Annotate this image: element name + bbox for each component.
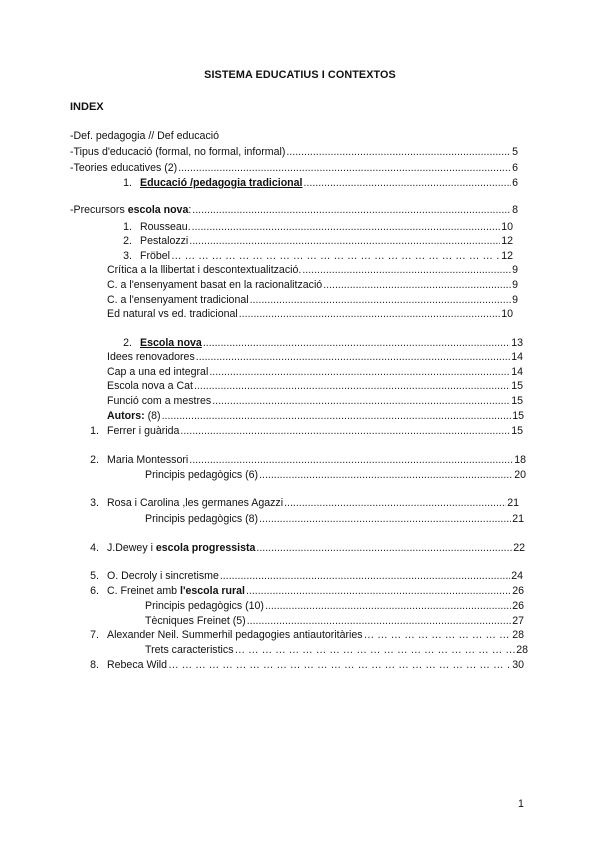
- toc-entry[interactable]: [145, 599, 524, 613]
- document-title: SISTEMA EDUCATIUS I CONTEXTOS: [204, 69, 396, 81]
- toc-entry-label-part: Crítica a la llibertat i descontextualització.: [107, 264, 302, 276]
- toc-entry-page: 6: [512, 177, 518, 189]
- toc-leader-dots: [192, 203, 511, 217]
- toc-entry-label: [107, 541, 255, 555]
- toc-entry-label: [70, 145, 285, 159]
- toc-entry-label: [145, 599, 264, 613]
- toc-entry-label: [140, 234, 188, 248]
- toc-leader-dots: [239, 307, 500, 321]
- toc-entry-page: 12: [501, 250, 513, 262]
- toc-entry-page: 15: [511, 380, 523, 392]
- toc-entry-page: 18: [514, 454, 526, 466]
- toc-entry-label: [107, 365, 208, 379]
- toc-leader-dots: [171, 249, 500, 263]
- toc-entry-label: [107, 496, 283, 510]
- toc-entry-page: 15: [511, 395, 523, 407]
- toc-entry-label: [107, 263, 301, 277]
- toc-entry-label: [140, 176, 302, 190]
- toc-entry-label: [107, 569, 219, 583]
- toc-entry[interactable]: [107, 394, 523, 408]
- toc-entry-label-part: l'escola rural: [180, 585, 245, 597]
- toc-leader-dots: [212, 394, 510, 408]
- toc-leader-dots: [220, 569, 510, 583]
- toc-entry-label-part: Rousseau.: [140, 221, 191, 233]
- toc-entry-label-part: C. a l'ensenyament basat en la racionalització: [107, 279, 323, 291]
- toc-entry-label: [107, 628, 363, 642]
- toc-entry-page: 26: [512, 585, 524, 597]
- toc-entry-label-part: (8): [144, 410, 161, 422]
- toc-entry-label-part: Principis pedagògics (8): [145, 513, 259, 525]
- toc-entry-page: 8: [512, 204, 518, 216]
- toc-entry-label-part: Alexander Neil. Summerhil pedagogies antiautoritàries: [107, 629, 363, 641]
- toc-entry[interactable]: [79, 569, 523, 583]
- toc-entry-page: 10: [501, 308, 513, 320]
- toc-entry-label-part: -Tipus d'educació (formal, no formal, informal): [70, 146, 286, 158]
- toc-entry-label-part: -Def. pedagogia // Def educació: [70, 130, 219, 142]
- toc-entry-label-part: Principis pedagògics (6): [145, 469, 259, 481]
- toc-entry-label-part: O. Decroly i sincretisme: [107, 570, 219, 582]
- toc-leader-dots: [323, 278, 511, 292]
- toc-leader-dots: [196, 350, 510, 364]
- page-number: 1: [518, 798, 524, 810]
- toc-entry-number: 2.: [123, 235, 132, 247]
- toc-entry[interactable]: [112, 336, 523, 350]
- toc-entry-label: [70, 129, 219, 143]
- toc-entry[interactable]: [107, 293, 518, 307]
- toc-entry-label-part: escola progressista: [155, 542, 256, 554]
- toc-entry[interactable]: [79, 628, 524, 642]
- toc-entry-label-part: Fröbel: [140, 250, 171, 262]
- toc-entry-page: 5: [512, 146, 518, 158]
- toc-entry[interactable]: [79, 496, 519, 510]
- toc-entry[interactable]: [107, 278, 518, 292]
- toc-leader-dots: [168, 658, 511, 672]
- toc-entry-page: 13: [511, 337, 523, 349]
- toc-entry-label-part: Ferrer i guàrida: [107, 425, 180, 437]
- toc-entry-page: 24: [511, 570, 523, 582]
- toc-entry-label: [140, 336, 202, 350]
- toc-entry-label-part: C. a l'ensenyament tradicional: [107, 294, 249, 306]
- toc-leader-dots: [302, 263, 511, 277]
- toc-entry[interactable]: [70, 129, 219, 143]
- toc-entry-number: 3.: [123, 250, 132, 262]
- toc-entry[interactable]: [145, 614, 524, 628]
- toc-entry-label-part: Maria Montessori: [107, 454, 189, 466]
- toc-entry-label-part: Escola nova a Cat: [107, 380, 193, 392]
- toc-entry-page: 28: [516, 644, 528, 656]
- toc-entry[interactable]: [107, 307, 513, 321]
- toc-leader-dots: [265, 599, 511, 613]
- toc-entry-page: 14: [511, 351, 523, 363]
- toc-entry-label-part: Rosa i Carolina ,les germanes Agazzi: [107, 497, 284, 509]
- toc-entry-label: [107, 658, 167, 672]
- toc-entry-label: [107, 293, 249, 307]
- toc-entry-number: 7.: [90, 629, 99, 641]
- toc-leader-dots: [194, 379, 510, 393]
- toc-entry-number: 1.: [123, 177, 132, 189]
- toc-entry-label: [107, 307, 238, 321]
- toc-entry[interactable]: [70, 161, 518, 175]
- toc-leader-dots: [284, 496, 506, 510]
- toc-leader-dots: [189, 453, 513, 467]
- toc-entry-page: 20: [514, 469, 526, 481]
- toc-entry-label-part: escola nova: [127, 204, 189, 216]
- toc-entry-page: 14: [511, 366, 523, 378]
- toc-entry[interactable]: [79, 453, 526, 467]
- toc-entry-label-part: -Precursors: [70, 204, 128, 216]
- toc-entry-page: 6: [512, 162, 518, 174]
- toc-leader-dots: [178, 161, 511, 175]
- toc-entry-label-part: Trets caracteristics: [145, 644, 234, 656]
- toc-entry-page: 30: [512, 659, 524, 671]
- toc-entry-page: 9: [512, 294, 518, 306]
- toc-entry-label: [107, 424, 179, 438]
- toc-leader-dots: [180, 424, 510, 438]
- toc-entry-page: 9: [512, 264, 518, 276]
- toc-leader-dots: [303, 176, 511, 190]
- toc-entry-label-part: Idees renovadores: [107, 351, 195, 363]
- toc-entry[interactable]: [107, 365, 523, 379]
- toc-entry[interactable]: [145, 643, 528, 657]
- toc-entry[interactable]: [70, 203, 518, 217]
- toc-entry[interactable]: [70, 145, 518, 159]
- toc-entry-label-part: Funció com a mestres: [107, 395, 212, 407]
- toc-entry-number: 2.: [123, 337, 132, 349]
- toc-entry-label-part: :: [188, 204, 192, 216]
- toc-entry-label: [107, 409, 161, 423]
- toc-entry[interactable]: [79, 658, 524, 672]
- toc-entry-number: 2.: [90, 454, 99, 466]
- toc-entry-number: 5.: [90, 570, 99, 582]
- toc-entry[interactable]: [112, 176, 518, 190]
- toc-leader-dots: [259, 468, 513, 482]
- toc-entry-page: 22: [513, 542, 525, 554]
- toc-entry[interactable]: [79, 584, 524, 598]
- toc-entry-page: 21: [512, 513, 524, 525]
- toc-leader-dots: [162, 409, 512, 423]
- toc-entry-label-part: Ed natural vs ed. tradicional: [107, 308, 238, 320]
- toc-entry-page: 10: [501, 221, 513, 233]
- toc-leader-dots: [235, 643, 516, 657]
- toc-leader-dots: [286, 145, 511, 159]
- toc-entry-label-part: Autors:: [107, 410, 145, 422]
- toc-leader-dots: [250, 293, 512, 307]
- toc-entry-number: 1.: [123, 221, 132, 233]
- toc-entry-label-part: Escola nova: [140, 337, 202, 349]
- toc-entry-label-part: C. Freinet amb: [107, 585, 181, 597]
- toc-entry-page: 12: [501, 235, 513, 247]
- toc-entry[interactable]: [112, 234, 513, 248]
- toc-leader-dots: [247, 614, 512, 628]
- toc-entry[interactable]: [145, 512, 524, 526]
- toc-entry-number: 4.: [90, 542, 99, 554]
- index-heading: INDEX: [70, 101, 104, 113]
- toc-entry[interactable]: [107, 350, 523, 364]
- toc-entry-label-part: Rebeca Wild: [107, 659, 168, 671]
- toc-entry-label: [145, 643, 234, 657]
- toc-entry-page: 26: [512, 600, 524, 612]
- toc-entry-label: [70, 161, 177, 175]
- toc-entry-label: [145, 468, 258, 482]
- toc-entry[interactable]: [112, 249, 513, 263]
- toc-entry-label: [107, 379, 193, 393]
- toc-entry-label: [145, 512, 258, 526]
- toc-entry[interactable]: [107, 409, 524, 423]
- toc-entry[interactable]: [79, 541, 525, 555]
- toc-entry-label-part: Principis pedagògics (10): [145, 600, 264, 612]
- toc-entry-label: [107, 278, 322, 292]
- toc-entry[interactable]: [79, 424, 523, 438]
- toc-leader-dots: [256, 541, 512, 555]
- toc-leader-dots: [189, 234, 500, 248]
- toc-leader-dots: [259, 512, 511, 526]
- toc-entry-label: [107, 350, 195, 364]
- toc-entry-label-part: Educació /pedagogia tradicional: [140, 177, 303, 189]
- toc-leader-dots: [364, 628, 512, 642]
- toc-entry-page: 15: [512, 410, 524, 422]
- toc-leader-dots: [203, 336, 510, 350]
- toc-entry-number: 3.: [90, 497, 99, 509]
- toc-entry-label: [107, 584, 245, 598]
- toc-entry[interactable]: [107, 263, 518, 277]
- toc-entry[interactable]: [112, 220, 513, 234]
- toc-entry-page: 28: [512, 629, 524, 641]
- toc-leader-dots: [209, 365, 510, 379]
- toc-entry-page: 21: [507, 497, 519, 509]
- toc-entry-number: 1.: [90, 425, 99, 437]
- toc-leader-dots: [192, 220, 501, 234]
- toc-entry-label: [70, 203, 191, 217]
- toc-entry-label-part: Pestalozzi: [140, 235, 189, 247]
- toc-entry-label: [140, 220, 191, 234]
- toc-entry-label-part: -Teories educatives (2): [70, 162, 178, 174]
- toc-entry-label-part: Tècniques Freinet (5): [145, 615, 246, 627]
- toc-entry[interactable]: [107, 379, 523, 393]
- toc-entry-number: 8.: [90, 659, 99, 671]
- toc-entry-label: [145, 614, 246, 628]
- toc-entry-page: 15: [511, 425, 523, 437]
- toc-entry-label-part: J.Dewey i: [107, 542, 156, 554]
- toc-entry-label-part: Cap a una ed integral: [107, 366, 209, 378]
- toc-leader-dots: [246, 584, 511, 598]
- toc-entry-number: 6.: [90, 585, 99, 597]
- toc-entry-label: [107, 453, 188, 467]
- toc-entry-label: [107, 394, 211, 408]
- toc-entry[interactable]: [145, 468, 526, 482]
- toc-entry-page: 9: [512, 279, 518, 291]
- toc-entry-page: 27: [512, 615, 524, 627]
- toc-entry-label: [140, 249, 170, 263]
